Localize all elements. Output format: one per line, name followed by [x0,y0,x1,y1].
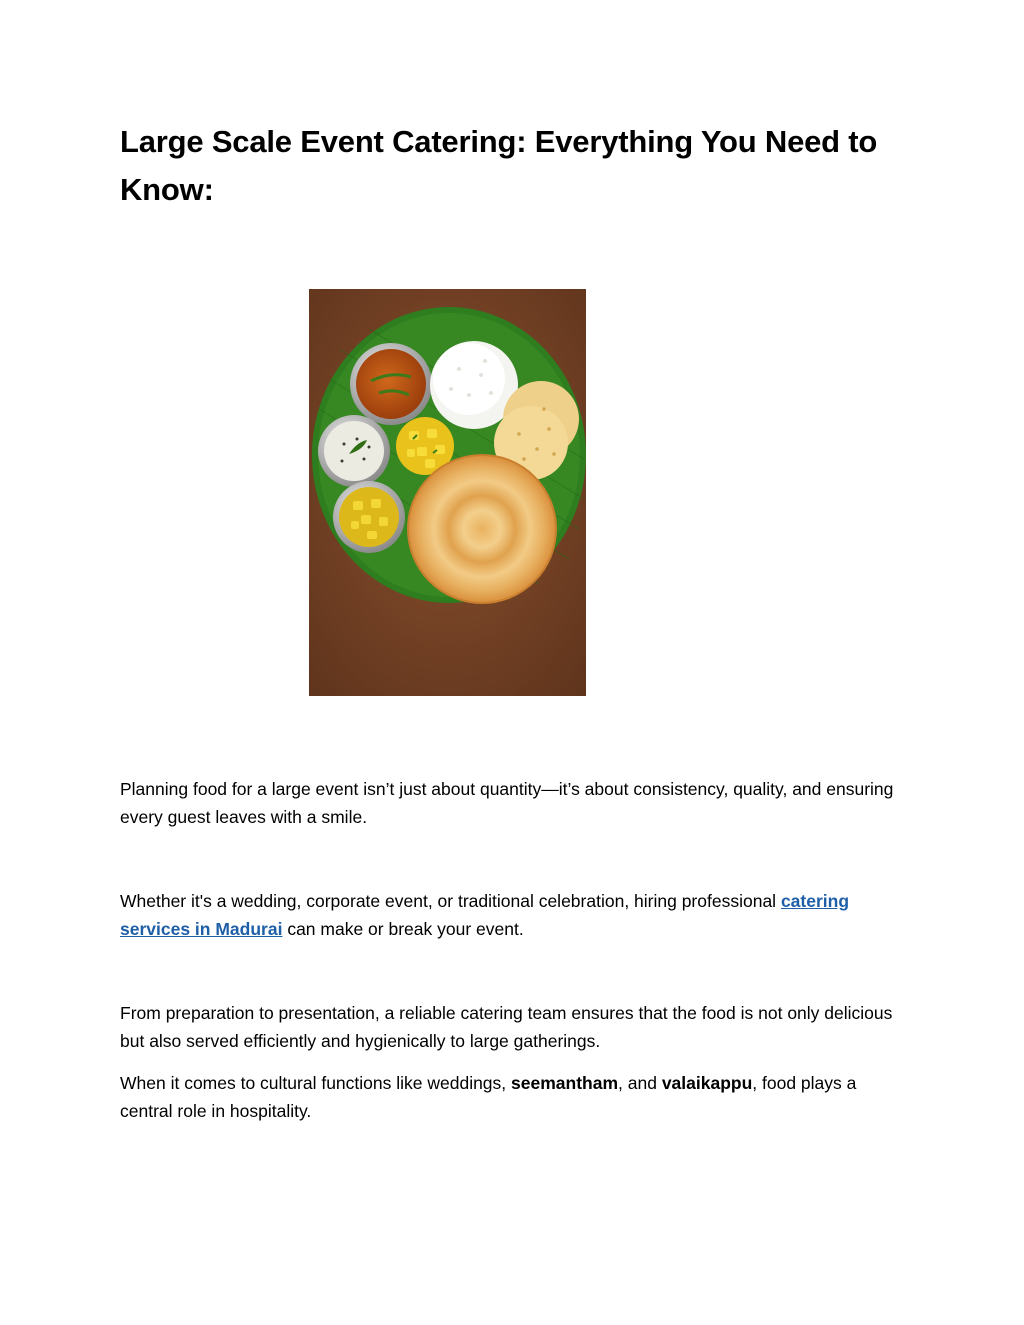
paragraph-text: can make or break your event. [282,919,524,939]
catering-services-paragraph [120,887,910,943]
south-indian-meal-photo [309,289,586,696]
catering-services-link[interactable]: catering services in Madurai [120,891,850,939]
preparation-paragraph: From preparation to presentation, a reliable catering team ensures that the food is not only delicious but also served efficiently and hygienically to large gatherings. [120,1003,893,1051]
bold-term: valaikappu [661,1073,753,1093]
intro-paragraph: Planning food for a large event isn’t just about quantity—it’s about consistency, quality, and ensuring every guest leaves with a smile. [120,779,894,827]
paragraph-text: , and [618,1073,662,1093]
paragraph-text: Whether it's a wedding, corporate event, or traditional celebration, hiring professional [120,891,781,911]
paragraph-text: , food plays a central role in hospitality. [120,1073,857,1121]
page-title: Large Scale Event Catering: Everything You Need to Know: [120,124,878,207]
bold-term: seemantham [511,1073,619,1093]
cultural-functions-paragraph [120,1069,910,1125]
paragraph-text: When it comes to cultural functions like weddings, [120,1073,512,1093]
